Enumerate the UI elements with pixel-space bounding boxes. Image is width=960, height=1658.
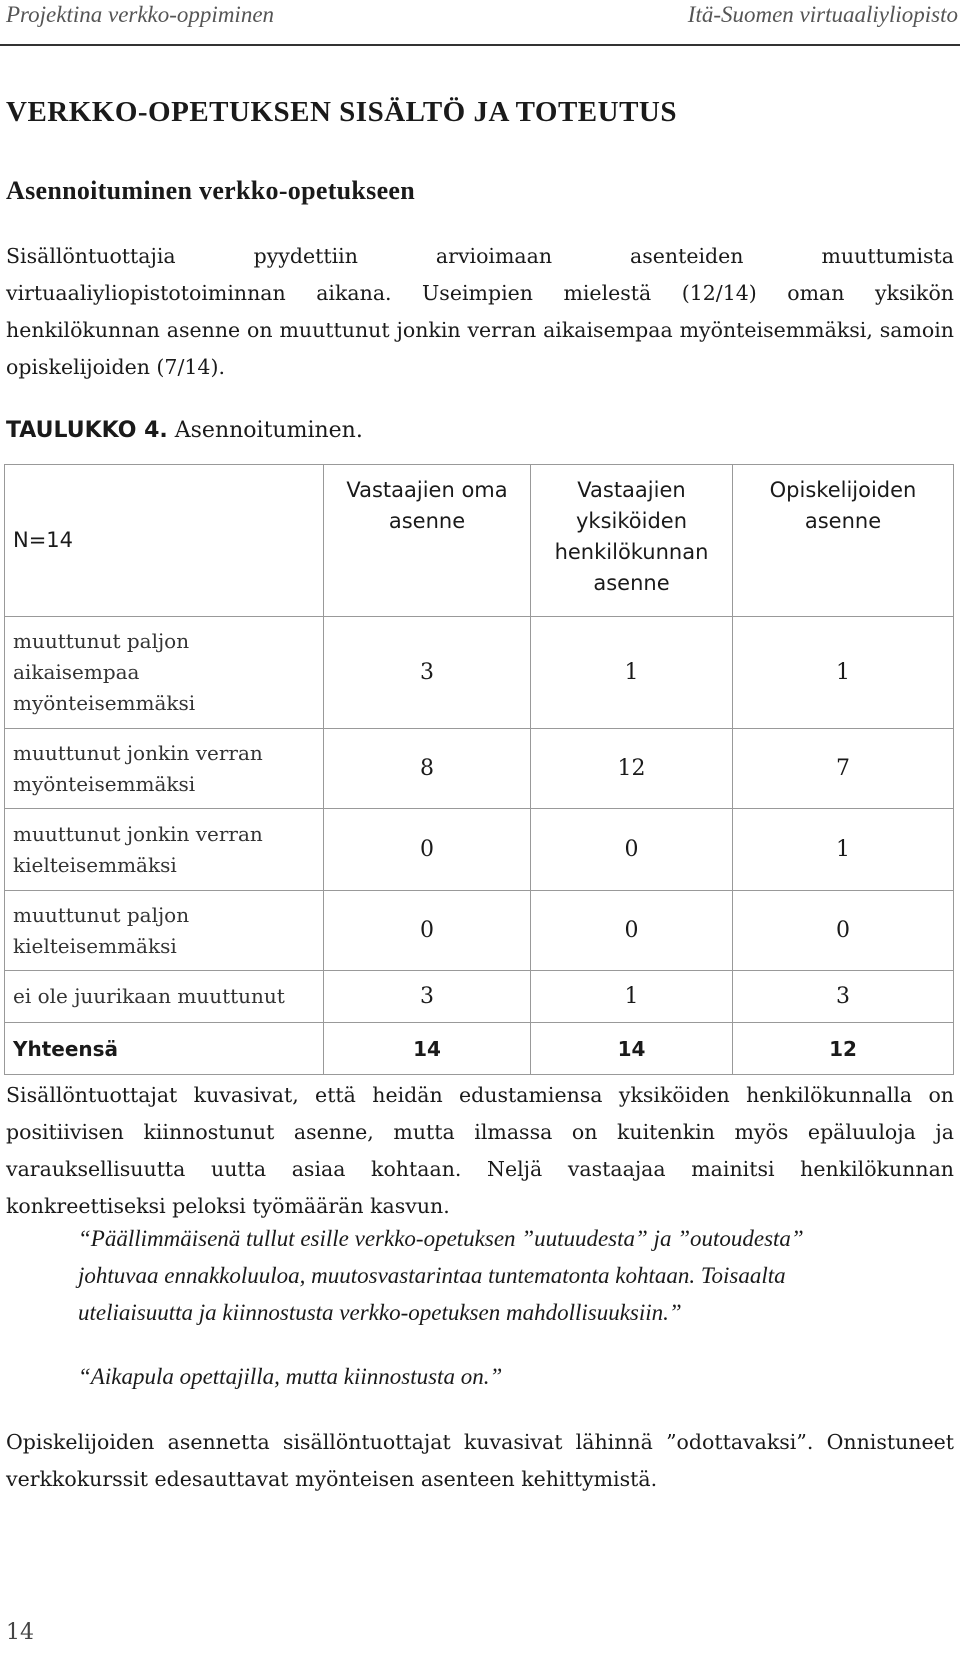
column-header: Opiskelijoiden asenne [733, 465, 954, 617]
table-cell: 1 [531, 617, 733, 729]
table-total-row [5, 1023, 954, 1075]
total-cell: 14 [324, 1023, 531, 1075]
total-label: Yhteensä [5, 1023, 324, 1075]
table-row [5, 617, 954, 729]
student-attitude-paragraph: Opiskelijoiden asennetta sisällöntuottajat kuvasivat lähinnä ”odottavaksi”. Onnistuneet verkkokurssit edesauttavat myönteisen asenteen kehittymistä. [6, 1430, 954, 1491]
running-header [0, 0, 960, 46]
table-header-row [5, 465, 954, 617]
row-label: muuttunut jonkin verran myönteisemmäksi [5, 729, 324, 809]
table-caption-label: TAULUKKO 4. [6, 418, 168, 443]
subsection-title: Asennoituminen verkko-opetukseen [6, 176, 416, 205]
page-number: 14 [6, 1620, 34, 1645]
header-publication-title: Projektina verkko-oppiminen [6, 2, 275, 27]
row-label: muuttunut jonkin verran kielteisemmäksi [5, 809, 324, 891]
total-cell: 12 [733, 1023, 954, 1075]
quote-prejudice: “Päällimmäisenä tullut esille verkko-opetuksen ”uutuudesta” ja ”outoudesta” johtuvaa ennakkoluuloa, muutosvastarintaa tuntematonta kohtaan. Toisaalta uteliaisuutta ja kiinnostusta verkko-opetuksen mahdollisuuksiin.” [78, 1226, 804, 1325]
table-cell: 0 [324, 891, 531, 971]
total-cell: 14 [531, 1023, 733, 1075]
table-cell: 0 [324, 809, 531, 891]
row-label: muuttunut paljon kielteisemmäksi [5, 891, 324, 971]
table-cell: 3 [733, 971, 954, 1023]
table-cell: 8 [324, 729, 531, 809]
row-label: muuttunut paljon aikaisempaa myönteisemmäksi [5, 617, 324, 729]
table-cell: 12 [531, 729, 733, 809]
table-cell: 0 [531, 891, 733, 971]
table-row [5, 729, 954, 809]
column-header: Vastaajien yksiköiden henkilökunnan asenne [531, 465, 733, 617]
attitude-table [4, 464, 954, 1075]
column-header: Vastaajien oma asenne [324, 465, 531, 617]
table-corner-cell: N=14 [5, 465, 324, 617]
row-label: ei ole juurikaan muuttunut [5, 971, 324, 1023]
header-publisher: Itä-Suomen virtuaaliyliopisto [687, 2, 958, 27]
table-cell: 0 [531, 809, 733, 891]
table-cell: 1 [531, 971, 733, 1023]
quote-time-shortage: “Aikapula opettajilla, mutta kiinnostusta on.” [78, 1364, 503, 1389]
table-cell: 7 [733, 729, 954, 809]
intro-paragraph: Sisällöntuottajia pyydettiin arvioimaan asenteiden muuttumista virtuaaliyliopistotoiminnan aikana. Useimpien mielestä (12/14) oman yksikön henkilökunnan asenne on muuttunut jonkin verran aikaisempaa myönteisemmäksi, samoin opiskelijoiden (7/14). [6, 244, 954, 379]
table-row [5, 891, 954, 971]
table-cell: 0 [733, 891, 954, 971]
table-cell: 3 [324, 617, 531, 729]
table-caption [6, 418, 363, 443]
table-row [5, 971, 954, 1023]
section-title: VERKKO-OPETUKSEN SISÄLTÖ JA TOTEUTUS [6, 96, 677, 128]
table-row [5, 809, 954, 891]
table-cell: 1 [733, 809, 954, 891]
table-cell: 1 [733, 617, 954, 729]
table-cell: 3 [324, 971, 531, 1023]
staff-attitude-paragraph: Sisällöntuottajat kuvasivat, että heidän edustamiensa yksiköiden henkilökunnalla on positiivisen kiinnostunut asenne, mutta ilmassa on kuitenkin myös epäluuloja ja varauksellisuutta uutta asiaa kohtaan. Neljä vastaajaa mainitsi henkilökunnan konkreettiseksi peloksi työmäärän kasvun. [6, 1083, 954, 1218]
table-caption-text: Asennoituminen. [174, 418, 363, 443]
